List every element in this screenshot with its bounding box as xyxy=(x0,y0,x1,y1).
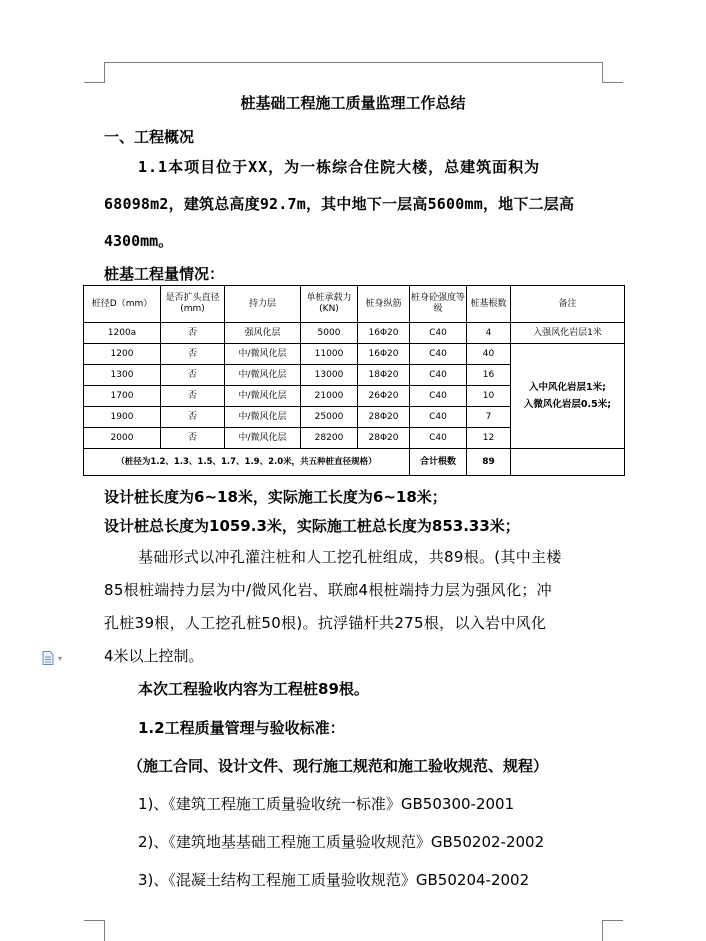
total-label-cell: 合计根数 xyxy=(410,449,467,476)
table-cell: 5000 xyxy=(301,323,358,344)
table-cell: 中/微风化层 xyxy=(225,386,301,407)
section-heading-1-2: 1.2工程质量管理与验收标准： xyxy=(138,719,345,737)
para2-line4: 4米以上控制。 xyxy=(104,647,204,665)
table-cell: 1900 xyxy=(84,407,161,428)
crop-mark-bottom-left xyxy=(84,920,105,941)
header-cell: 桩身纵筋 xyxy=(358,286,410,323)
para2-line1: 基础形式以冲孔灌注桩和人工挖孔桩组成，共89根。(其中主楼 xyxy=(138,548,562,566)
table-cell: 10 xyxy=(467,386,511,407)
pile-quantity-heading: 桩基工程量情况： xyxy=(104,265,225,283)
table-cell: 16 xyxy=(467,365,511,386)
table-cell: 中/微风化层 xyxy=(225,365,301,386)
pile-quantity-table xyxy=(83,285,625,476)
table-cell: 28200 xyxy=(301,428,358,449)
total-value-cell: 89 xyxy=(467,449,511,476)
table-total-row xyxy=(84,449,625,476)
table-cell: 26Φ20 xyxy=(358,386,410,407)
para1-line1: 1.1本项目位于XX，为一栋综合住院大楼，总建筑面积为 xyxy=(138,158,541,176)
acceptance-line: 本次工程验收内容为工程桩89根。 xyxy=(138,680,369,698)
standards-basis: （施工合同、设计文件、现行施工规范和施工验收规范、规程） xyxy=(128,757,549,775)
chevron-down-icon[interactable]: ▾ xyxy=(58,654,63,663)
total-empty-cell xyxy=(511,449,625,476)
table-cell: 12 xyxy=(467,428,511,449)
table-cell: 否 xyxy=(161,386,225,407)
header-cell: 桩径D（mm） xyxy=(84,286,161,323)
table-cell: 28Φ20 xyxy=(358,407,410,428)
crop-mark-top-right xyxy=(602,62,623,83)
para1-line2: 68098m2，建筑总高度92.7m，其中地下一层高5600mm，地下二层高 xyxy=(104,195,575,213)
header-rule xyxy=(104,62,602,63)
table-cell: 否 xyxy=(161,365,225,386)
table-cell: 1300 xyxy=(84,365,161,386)
table-cell: 21000 xyxy=(301,386,358,407)
section-heading-overview: 一、工程概况 xyxy=(104,128,195,146)
table-cell: 28Φ20 xyxy=(358,428,410,449)
table-cell: 中/微风化层 xyxy=(225,428,301,449)
table-cell: 16Φ20 xyxy=(358,323,410,344)
remark-line-1: 入中风化岩层1米; xyxy=(529,382,606,393)
header-cell: 是否扩头直径(mm) xyxy=(161,286,225,323)
standard-item-3: 3)、《混凝土结构工程施工质量验收规范》GB50204-2002 xyxy=(138,871,530,889)
table-cell: 4 xyxy=(467,323,511,344)
table-header-row xyxy=(84,286,625,323)
table-cell: 7 xyxy=(467,407,511,428)
table-cell: C40 xyxy=(410,386,467,407)
document-icon[interactable] xyxy=(42,651,54,665)
standard-item-1: 1)、《建筑工程施工质量验收统一标准》GB50300-2001 xyxy=(138,795,515,813)
crop-mark-bottom-right xyxy=(602,920,623,941)
table-cell: C40 xyxy=(410,428,467,449)
header-cell: 桩基根数 xyxy=(467,286,511,323)
table-cell: 中/微风化层 xyxy=(225,407,301,428)
header-cell: 持力层 xyxy=(225,286,301,323)
table-row xyxy=(84,344,625,365)
table-cell: 13000 xyxy=(301,365,358,386)
table-cell: C40 xyxy=(410,365,467,386)
table-cell: 25000 xyxy=(301,407,358,428)
table-cell: 中/微风化层 xyxy=(225,344,301,365)
table-cell: 40 xyxy=(467,344,511,365)
table-cell: 11000 xyxy=(301,344,358,365)
table-cell: 1200 xyxy=(84,344,161,365)
table-cell: C40 xyxy=(410,407,467,428)
table-cell: 否 xyxy=(161,428,225,449)
crop-mark-top-left xyxy=(84,62,105,83)
para2-line2: 85根桩端持力层为中/微风化岩、联廊4根桩端持力层为强风化；冲 xyxy=(104,581,552,599)
header-cell: 备注 xyxy=(511,286,625,323)
para2-line3: 孔桩39根，人工挖孔桩50根)。抗浮锚杆共275根，以入岩中风化 xyxy=(104,614,547,632)
table-cell: 入强风化岩层1米 xyxy=(511,323,625,344)
remark-line-2: 入微风化岩层0.5米; xyxy=(523,399,612,410)
para1-line3: 4300mm。 xyxy=(104,232,174,250)
table-cell: 18Φ20 xyxy=(358,365,410,386)
table-cell: 1700 xyxy=(84,386,161,407)
merged-remark-cell xyxy=(511,344,625,449)
table-cell: 否 xyxy=(161,407,225,428)
standard-item-2: 2)、《建筑地基基础工程施工质量验收规范》GB50202-2002 xyxy=(138,833,545,851)
design-total-length-line: 设计桩总长度为1059.3米，实际施工桩总长度为853.33米； xyxy=(104,517,520,535)
table-cell: C40 xyxy=(410,344,467,365)
table-cell: 否 xyxy=(161,323,225,344)
table-cell: 2000 xyxy=(84,428,161,449)
design-length-line: 设计桩长度为6~18米，实际施工长度为6~18米； xyxy=(104,488,447,506)
table-cell: 否 xyxy=(161,344,225,365)
table-cell: 1200a xyxy=(84,323,161,344)
total-note-cell: （桩径为1.2、1.3、1.5、1.7、1.9、2.0米，共五种桩直径规格） xyxy=(84,449,410,476)
document-title: 桩基础工程施工质量监理工作总结 xyxy=(240,94,466,112)
table-row xyxy=(84,323,625,344)
table-cell: C40 xyxy=(410,323,467,344)
table-cell: 16Φ20 xyxy=(358,344,410,365)
header-cell: 单桩承载力(KN) xyxy=(301,286,358,323)
table-cell: 强风化层 xyxy=(225,323,301,344)
header-cell: 桩身砼强度等级 xyxy=(410,286,467,323)
